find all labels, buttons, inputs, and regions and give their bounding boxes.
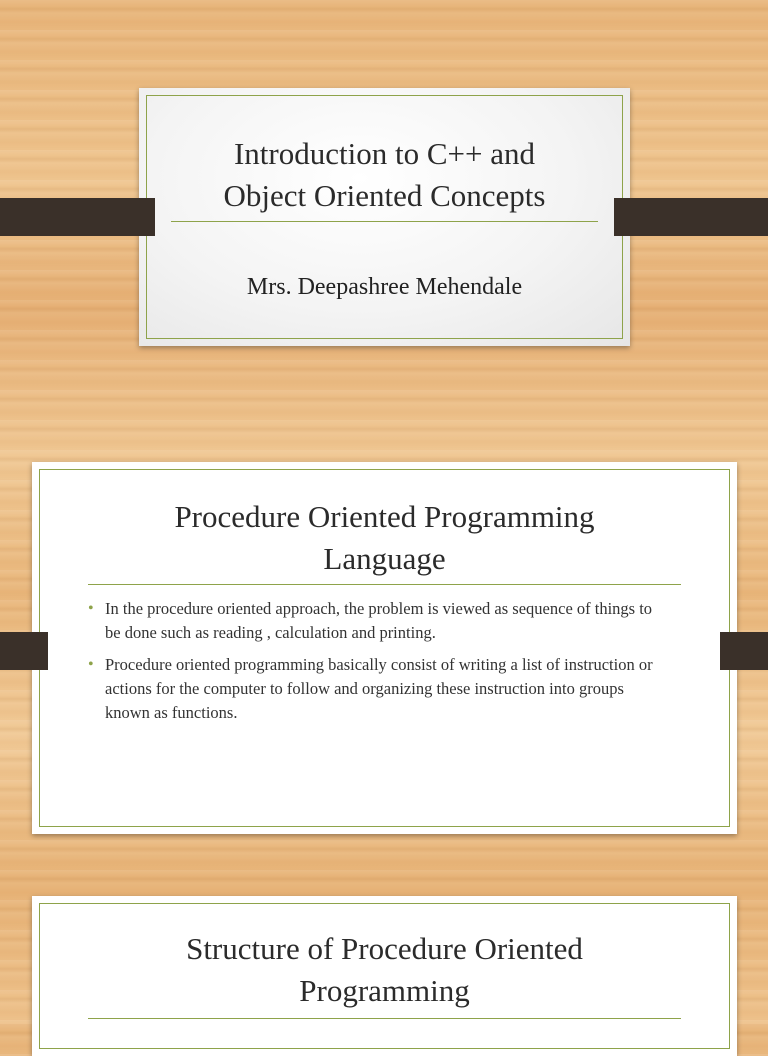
bullet-text: In the procedure oriented approach, the problem is viewed as sequence of things to be done such as reading , calculation and printing. (105, 599, 653, 642)
slide-3-title-rule (88, 1018, 681, 1019)
slide-1-subtitle: Mrs. Deepashree Mehendale (246, 274, 523, 300)
bullet-icon: • (88, 600, 94, 617)
bullet-item (85, 653, 665, 725)
slide1-right-strip-front (614, 198, 768, 236)
slide-3-title-line-2: Programming (299, 973, 470, 1008)
bullet-icon: • (88, 656, 94, 673)
slide-3-title-line-1: Structure of Procedure Oriented (186, 931, 583, 966)
slide-2[interactable] (32, 462, 737, 834)
slide1-left-strip-front (0, 198, 155, 236)
bullet-text: Procedure oriented programming basically consist of writing a list of instruction or actions for the computer to follow and organizing these instruction into groups known as functions. (105, 655, 653, 722)
bullet-item (85, 597, 665, 645)
slide-2-title-line-2: Language (323, 541, 446, 576)
slide-3[interactable] (32, 896, 737, 1056)
slide-2-title-line-1: Procedure Oriented Programming (174, 499, 595, 534)
slide-1-title-line-2: Object Oriented Concepts (223, 178, 546, 213)
slide2-left-strip (0, 632, 48, 670)
slide-1-title-line-1: Introduction to C++ and (233, 136, 535, 171)
slide-1[interactable] (139, 88, 630, 346)
slide-2-title-rule (88, 584, 681, 585)
slide-2-bullet-list (85, 597, 665, 733)
slide-1-title-rule (171, 221, 598, 222)
slide2-right-strip (720, 632, 768, 670)
slide-1-frame (146, 95, 623, 339)
